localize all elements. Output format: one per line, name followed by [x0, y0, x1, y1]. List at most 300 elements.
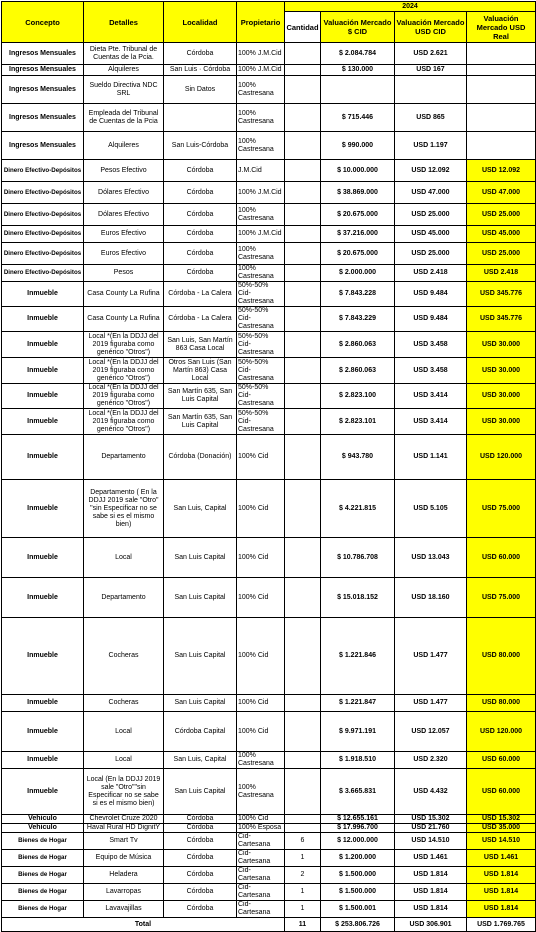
total-usd-cid: USD 306.901 — [395, 918, 467, 932]
valor-pesos-cell: $ 38.869.000 — [321, 182, 395, 204]
usd-real-cell: USD 45.000 — [467, 226, 536, 243]
usd-real-cell: USD 14.510 — [467, 833, 536, 850]
usd-real-cell: USD 80.000 — [467, 618, 536, 695]
table-row — [2, 226, 536, 243]
usd-cid-cell: USD 12.057 — [395, 712, 467, 752]
localidad-cell: San Luis, San Martín 863 Casa Local — [164, 332, 237, 358]
cantidad-cell — [285, 76, 321, 104]
usd-cid-cell: USD 5.105 — [395, 480, 467, 538]
concepto-cell: Inmueble — [2, 282, 84, 307]
usd-real-cell: USD 1.461 — [467, 850, 536, 867]
cantidad-cell: 1 — [285, 884, 321, 901]
table-row — [2, 712, 536, 752]
usd-cid-cell: USD 15.302 — [395, 815, 467, 824]
table-row — [2, 480, 536, 538]
usd-real-cell: USD 2.418 — [467, 265, 536, 282]
table-row — [2, 282, 536, 307]
table-row — [2, 824, 536, 833]
detalles-cell: Alquileres — [84, 65, 164, 76]
localidad-cell: Córdoba — [164, 182, 237, 204]
concepto-cell: Inmueble — [2, 358, 84, 384]
cantidad-cell — [285, 409, 321, 435]
usd-real-cell: USD 345.776 — [467, 307, 536, 332]
cantidad-cell — [285, 160, 321, 182]
propietario-cell: 100% J.M.Cid — [237, 226, 285, 243]
cantidad-cell — [285, 204, 321, 226]
valor-pesos-cell: $ 2.823.100 — [321, 384, 395, 409]
usd-cid-cell: USD 1.814 — [395, 867, 467, 884]
valor-pesos-cell: $ 10.786.708 — [321, 538, 395, 578]
usd-real-cell: USD 30.000 — [467, 384, 536, 409]
concepto-cell: Inmueble — [2, 712, 84, 752]
valor-pesos-cell — [321, 76, 395, 104]
cantidad-cell: 6 — [285, 833, 321, 850]
valor-pesos-cell: $ 2.084.784 — [321, 43, 395, 65]
localidad-cell: Córdoba Capital — [164, 712, 237, 752]
valor-pesos-cell: $ 1.500.001 — [321, 901, 395, 918]
propietario-cell: 100% Castresana — [237, 769, 285, 815]
concepto-cell: Inmueble — [2, 538, 84, 578]
propietario-cell: Cid-Cartesana — [237, 884, 285, 901]
cantidad-cell: 2 — [285, 867, 321, 884]
col-header-usd-real: Valuación Mercado USD Real — [467, 12, 536, 43]
usd-real-cell: USD 12.092 — [467, 160, 536, 182]
localidad-cell: Otros San Luis (San Martín 863) Casa Local — [164, 358, 237, 384]
usd-cid-cell: USD 1.461 — [395, 850, 467, 867]
table-row — [2, 435, 536, 480]
propietario-cell: 100% Cid — [237, 480, 285, 538]
localidad-cell: San Luis Capital — [164, 695, 237, 712]
cantidad-cell — [285, 712, 321, 752]
usd-real-cell: USD 60.000 — [467, 769, 536, 815]
propietario-cell: 100% J.M.Cid — [237, 43, 285, 65]
localidad-cell: Córdoba — [164, 850, 237, 867]
cantidad-cell — [285, 358, 321, 384]
usd-cid-cell: USD 9.484 — [395, 307, 467, 332]
table-row — [2, 884, 536, 901]
total-label: Total — [2, 918, 285, 932]
assets-table — [1, 1, 536, 932]
localidad-cell: Córdoba — [164, 867, 237, 884]
concepto-cell: Dinero Efectivo-Depósitos — [2, 226, 84, 243]
total-row — [2, 918, 536, 932]
usd-real-cell — [467, 132, 536, 160]
col-header-detalles: Detalles — [84, 2, 164, 43]
valor-pesos-cell: $ 1.500.000 — [321, 884, 395, 901]
valor-pesos-cell: $ 715.446 — [321, 104, 395, 132]
propietario-cell: J.M.Cid — [237, 160, 285, 182]
concepto-cell: Dinero Efectivo-Depósitos — [2, 243, 84, 265]
valor-pesos-cell: $ 7.843.229 — [321, 307, 395, 332]
table-row — [2, 265, 536, 282]
localidad-cell: San Luis Capital — [164, 769, 237, 815]
valor-pesos-cell: $ 37.216.000 — [321, 226, 395, 243]
usd-real-cell — [467, 76, 536, 104]
cantidad-cell — [285, 435, 321, 480]
localidad-cell: Córdoba — [164, 901, 237, 918]
usd-real-cell: USD 35.000 — [467, 824, 536, 833]
concepto-cell: Dinero Efectivo-Depósitos — [2, 182, 84, 204]
detalles-cell: Local *(En la DDJJ del 2019 figuraba como genérico "Otros") — [84, 384, 164, 409]
concepto-cell: Inmueble — [2, 307, 84, 332]
usd-real-cell: USD 30.000 — [467, 358, 536, 384]
localidad-cell: Córdoba — [164, 815, 237, 824]
propietario-cell: Cid-Cartesana — [237, 850, 285, 867]
valor-pesos-cell: $ 20.675.000 — [321, 204, 395, 226]
localidad-cell: San Luis · Córdoba — [164, 65, 237, 76]
concepto-cell: Vehiculo — [2, 824, 84, 833]
concepto-cell: Inmueble — [2, 332, 84, 358]
col-header-concepto: Concepto — [2, 2, 84, 43]
localidad-cell: Córdoba — [164, 43, 237, 65]
cantidad-cell — [285, 243, 321, 265]
localidad-cell: Córdoba — [164, 204, 237, 226]
usd-cid-cell: USD 1.814 — [395, 901, 467, 918]
usd-cid-cell: USD 25.000 — [395, 204, 467, 226]
usd-real-cell — [467, 43, 536, 65]
usd-cid-cell: USD 1.477 — [395, 695, 467, 712]
valor-pesos-cell: $ 3.665.831 — [321, 769, 395, 815]
concepto-cell: Bienes de Hogar — [2, 901, 84, 918]
usd-real-cell: USD 75.000 — [467, 480, 536, 538]
propietario-cell: 100% Castresana — [237, 76, 285, 104]
propietario-cell: 100% Cid — [237, 578, 285, 618]
usd-real-cell: USD 1.814 — [467, 867, 536, 884]
valor-pesos-cell: $ 1.221.846 — [321, 618, 395, 695]
concepto-cell: Inmueble — [2, 578, 84, 618]
concepto-cell: Ingresos Mensuales — [2, 43, 84, 65]
concepto-cell: Inmueble — [2, 384, 84, 409]
total-valor-pesos: $ 253.806.726 — [321, 918, 395, 932]
usd-cid-cell — [395, 76, 467, 104]
usd-real-cell: USD 345.776 — [467, 282, 536, 307]
valor-pesos-cell: $ 12.655.161 — [321, 815, 395, 824]
valor-pesos-cell: $ 10.000.000 — [321, 160, 395, 182]
valor-pesos-cell: $ 2.000.000 — [321, 265, 395, 282]
valor-pesos-cell: $ 1.200.000 — [321, 850, 395, 867]
propietario-cell: 100% Castresana — [237, 132, 285, 160]
table-row — [2, 901, 536, 918]
usd-cid-cell: USD 2.621 — [395, 43, 467, 65]
detalles-cell: Lavavajillas — [84, 901, 164, 918]
table-row — [2, 43, 536, 65]
propietario-cell: 100% J.M.Cid — [237, 182, 285, 204]
cantidad-cell — [285, 307, 321, 332]
localidad-cell: Córdoba — [164, 160, 237, 182]
detalles-cell: Sueldo Directiva NDC SRL — [84, 76, 164, 104]
usd-cid-cell: USD 12.092 — [395, 160, 467, 182]
concepto-cell: Inmueble — [2, 752, 84, 769]
localidad-cell: Córdoba - La Calera — [164, 282, 237, 307]
table-row — [2, 182, 536, 204]
propietario-cell: 100% Esposa — [237, 824, 285, 833]
usd-cid-cell: USD 25.000 — [395, 243, 467, 265]
cantidad-cell — [285, 332, 321, 358]
detalles-cell: Heladera — [84, 867, 164, 884]
detalles-cell: Casa County La Rufina — [84, 307, 164, 332]
propietario-cell: 50%-50% Cid-Castresana — [237, 409, 285, 435]
usd-cid-cell: USD 2.320 — [395, 752, 467, 769]
detalles-cell: Cocheras — [84, 695, 164, 712]
cantidad-cell: 1 — [285, 850, 321, 867]
usd-real-cell: USD 30.000 — [467, 409, 536, 435]
valor-pesos-cell: $ 2.823.101 — [321, 409, 395, 435]
localidad-cell: San Martín 635, San Luis Capital — [164, 409, 237, 435]
usd-real-cell: USD 120.000 — [467, 435, 536, 480]
valor-pesos-cell: $ 943.780 — [321, 435, 395, 480]
usd-cid-cell: USD 47.000 — [395, 182, 467, 204]
usd-cid-cell: USD 9.484 — [395, 282, 467, 307]
concepto-cell: Bienes de Hogar — [2, 850, 84, 867]
concepto-cell: Ingresos Mensuales — [2, 65, 84, 76]
cantidad-cell — [285, 752, 321, 769]
localidad-cell: Sin Datos — [164, 76, 237, 104]
detalles-cell: Local — [84, 752, 164, 769]
valor-pesos-cell: $ 1.500.000 — [321, 867, 395, 884]
table-row — [2, 132, 536, 160]
concepto-cell: Inmueble — [2, 618, 84, 695]
table-row — [2, 867, 536, 884]
cantidad-cell — [285, 815, 321, 824]
table-row — [2, 578, 536, 618]
detalles-cell: Dólares Efectivo — [84, 182, 164, 204]
localidad-cell: Córdoba — [164, 833, 237, 850]
total-usd-real: USD 1.769.765 — [467, 918, 536, 932]
propietario-cell: 100% Cid — [237, 435, 285, 480]
localidad-cell: Córdoba - La Calera — [164, 307, 237, 332]
detalles-cell: Local *(En la DDJJ del 2019 figuraba como genérico "Otros") — [84, 358, 164, 384]
usd-real-cell: USD 15.302 — [467, 815, 536, 824]
table-row — [2, 538, 536, 578]
cantidad-cell — [285, 226, 321, 243]
valor-pesos-cell: $ 1.221.847 — [321, 695, 395, 712]
cantidad-cell — [285, 43, 321, 65]
detalles-cell: Lavarropas — [84, 884, 164, 901]
localidad-cell: San Martín 635, San Luis Capital — [164, 384, 237, 409]
usd-cid-cell: USD 1.814 — [395, 884, 467, 901]
table-row — [2, 332, 536, 358]
col-header-valor-pesos: Valuación Mercado $ CID — [321, 12, 395, 43]
table-row — [2, 307, 536, 332]
detalles-cell: Local — [84, 712, 164, 752]
valor-pesos-cell: $ 2.860.063 — [321, 332, 395, 358]
detalles-cell: Haval Rural HD DignitY — [84, 824, 164, 833]
propietario-cell: 50%-50% Cid-Castresana — [237, 282, 285, 307]
propietario-cell: Cid-Cartesana — [237, 901, 285, 918]
valor-pesos-cell: $ 20.675.000 — [321, 243, 395, 265]
detalles-cell: Dieta Pte. Tribunal de Cuentas de la Pcia. — [84, 43, 164, 65]
table-row — [2, 833, 536, 850]
table-row — [2, 850, 536, 867]
cantidad-cell — [285, 824, 321, 833]
concepto-cell: Inmueble — [2, 435, 84, 480]
propietario-cell: 100% Castresana — [237, 204, 285, 226]
usd-real-cell: USD 60.000 — [467, 752, 536, 769]
usd-cid-cell: USD 1.197 — [395, 132, 467, 160]
usd-real-cell: USD 120.000 — [467, 712, 536, 752]
propietario-cell: 100% Castresana — [237, 104, 285, 132]
usd-real-cell: USD 25.000 — [467, 243, 536, 265]
valor-pesos-cell: $ 2.860.063 — [321, 358, 395, 384]
concepto-cell: Inmueble — [2, 480, 84, 538]
table-row — [2, 769, 536, 815]
localidad-cell: San Luis Capital — [164, 578, 237, 618]
localidad-cell: Córdoba — [164, 226, 237, 243]
cantidad-cell — [285, 769, 321, 815]
table-row — [2, 409, 536, 435]
detalles-cell: Euros Efectivo — [84, 243, 164, 265]
propietario-cell: 100% Cid — [237, 695, 285, 712]
detalles-cell: Local (En la DDJJ 2019 sale "Otro""sin Especificar no se sabe si es el mismo bien) — [84, 769, 164, 815]
detalles-cell: Cocheras — [84, 618, 164, 695]
localidad-cell: Córdoba (Donación) — [164, 435, 237, 480]
total-cantidad: 11 — [285, 918, 321, 932]
table-row — [2, 104, 536, 132]
detalles-cell: Pesos — [84, 265, 164, 282]
detalles-cell: Pesos Efectivo — [84, 160, 164, 182]
concepto-cell: Bienes de Hogar — [2, 867, 84, 884]
valor-pesos-cell: $ 130.000 — [321, 65, 395, 76]
propietario-cell: Cid-Cartesana — [237, 833, 285, 850]
propietario-cell: Cid-Cartesana — [237, 867, 285, 884]
usd-real-cell: USD 80.000 — [467, 695, 536, 712]
year-label: 2024 — [285, 2, 536, 12]
detalles-cell: Dólares Efectivo — [84, 204, 164, 226]
propietario-cell: 100% Cid — [237, 712, 285, 752]
usd-cid-cell: USD 865 — [395, 104, 467, 132]
table-row — [2, 204, 536, 226]
table-row — [2, 358, 536, 384]
valor-pesos-cell: $ 1.918.510 — [321, 752, 395, 769]
concepto-cell: Vehiculo — [2, 815, 84, 824]
usd-cid-cell: USD 1.477 — [395, 618, 467, 695]
usd-cid-cell: USD 3.458 — [395, 358, 467, 384]
concepto-cell: Bienes de Hogar — [2, 833, 84, 850]
detalles-cell: Departamento ( En la DDJJ 2019 sale "Otro" "sin Especificar no se sabe si es el mismo bien) — [84, 480, 164, 538]
localidad-cell: San Luis Capital — [164, 618, 237, 695]
localidad-cell — [164, 104, 237, 132]
usd-cid-cell: USD 3.458 — [395, 332, 467, 358]
table-row — [2, 160, 536, 182]
concepto-cell: Inmueble — [2, 769, 84, 815]
detalles-cell: Euros Efectivo — [84, 226, 164, 243]
cantidad-cell — [285, 132, 321, 160]
propietario-cell: 100% Cid — [237, 618, 285, 695]
propietario-cell: 100% Castresana — [237, 752, 285, 769]
usd-cid-cell: USD 13.043 — [395, 538, 467, 578]
detalles-cell: Local *(En la DDJJ del 2019 figuraba como genérico "Otros") — [84, 332, 164, 358]
localidad-cell: Córdoba — [164, 884, 237, 901]
detalles-cell: Local — [84, 538, 164, 578]
usd-real-cell: USD 75.000 — [467, 578, 536, 618]
usd-real-cell — [467, 65, 536, 76]
table-row — [2, 815, 536, 824]
propietario-cell: 100% Castresana — [237, 243, 285, 265]
usd-real-cell: USD 1.814 — [467, 901, 536, 918]
detalles-cell: Smart Tv — [84, 833, 164, 850]
usd-real-cell — [467, 104, 536, 132]
cantidad-cell — [285, 265, 321, 282]
valor-pesos-cell: $ 990.000 — [321, 132, 395, 160]
detalles-cell: Chevrolet Cruze 2020 — [84, 815, 164, 824]
table-row — [2, 752, 536, 769]
cantidad-cell — [285, 578, 321, 618]
detalles-cell: Alquileres — [84, 132, 164, 160]
detalles-cell: Equipo de Música — [84, 850, 164, 867]
propietario-cell: 100% Castresana — [237, 265, 285, 282]
detalles-cell: Casa County La Rufina — [84, 282, 164, 307]
concepto-cell: Dinero Efectivo-Depósitos — [2, 204, 84, 226]
cantidad-cell: 1 — [285, 901, 321, 918]
table-row — [2, 695, 536, 712]
localidad-cell: San Luis Capital — [164, 538, 237, 578]
col-header-cantidad: Cantidad — [285, 12, 321, 43]
localidad-cell: Córdoba — [164, 243, 237, 265]
table-row — [2, 243, 536, 265]
usd-cid-cell: USD 18.160 — [395, 578, 467, 618]
usd-cid-cell: USD 3.414 — [395, 384, 467, 409]
usd-real-cell: USD 60.000 — [467, 538, 536, 578]
table-row — [2, 618, 536, 695]
usd-real-cell: USD 30.000 — [467, 332, 536, 358]
usd-cid-cell: USD 1.141 — [395, 435, 467, 480]
valor-pesos-cell: $ 17.996.700 — [321, 824, 395, 833]
localidad-cell: San Luis, Capital — [164, 480, 237, 538]
propietario-cell: 100% Cid — [237, 815, 285, 824]
valor-pesos-cell: $ 4.221.815 — [321, 480, 395, 538]
usd-cid-cell: USD 14.510 — [395, 833, 467, 850]
table-row — [2, 384, 536, 409]
concepto-cell: Inmueble — [2, 409, 84, 435]
localidad-cell: San Luis, Capital — [164, 752, 237, 769]
table-row — [2, 76, 536, 104]
col-header-usd-cid: Valuación Mercado USD CID — [395, 12, 467, 43]
localidad-cell: San Luis-Córdoba — [164, 132, 237, 160]
propietario-cell: 50%-50% Cid-Castresana — [237, 384, 285, 409]
localidad-cell: Córdoba — [164, 265, 237, 282]
usd-cid-cell: USD 21.760 — [395, 824, 467, 833]
usd-real-cell: USD 47.000 — [467, 182, 536, 204]
propietario-cell: 100% J.M.Cid — [237, 65, 285, 76]
concepto-cell: Bienes de Hogar — [2, 884, 84, 901]
concepto-cell: Ingresos Mensuales — [2, 76, 84, 104]
table-row — [2, 65, 536, 76]
propietario-cell: 100% Cid — [237, 538, 285, 578]
detalles-cell: Departamento — [84, 435, 164, 480]
concepto-cell: Dinero Efectivo-Depósitos — [2, 265, 84, 282]
propietario-cell: 50%-50% Cid-Castresana — [237, 332, 285, 358]
cantidad-cell — [285, 384, 321, 409]
valor-pesos-cell: $ 12.000.000 — [321, 833, 395, 850]
usd-cid-cell: USD 167 — [395, 65, 467, 76]
propietario-cell: 50%-50% Cid-Castresana — [237, 307, 285, 332]
detalles-cell: Local *(En la DDJJ del 2019 figuraba como genérico "Otros") — [84, 409, 164, 435]
detalles-cell: Departamento — [84, 578, 164, 618]
cantidad-cell — [285, 618, 321, 695]
cantidad-cell — [285, 104, 321, 132]
detalles-cell: Empleada del Tribunal de Cuentas de la Pcia — [84, 104, 164, 132]
col-header-propietario: Propietario — [237, 2, 285, 43]
propietario-cell: 50%-50% Cid-Castresana — [237, 358, 285, 384]
concepto-cell: Dinero Efectivo-Depósitos — [2, 160, 84, 182]
cantidad-cell — [285, 538, 321, 578]
localidad-cell: Córdoba — [164, 824, 237, 833]
cantidad-cell — [285, 182, 321, 204]
usd-real-cell: USD 25.000 — [467, 204, 536, 226]
col-header-localidad: Localidad — [164, 2, 237, 43]
concepto-cell: Ingresos Mensuales — [2, 104, 84, 132]
usd-cid-cell: USD 4.432 — [395, 769, 467, 815]
